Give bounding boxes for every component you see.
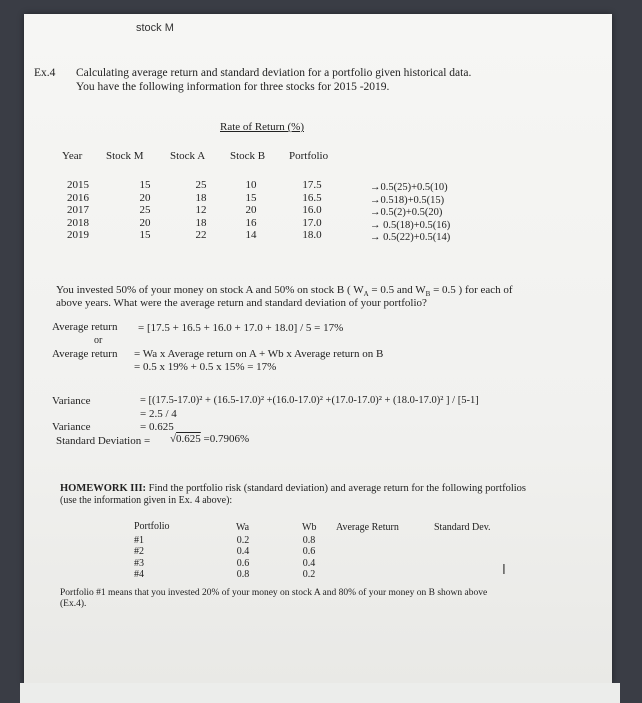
std-dev-radicand: 0.625 <box>176 433 201 445</box>
table-cell: #2 <box>134 546 144 558</box>
question-line-2: above years. What were the average return and standard deviation of your portfolio? <box>56 297 427 309</box>
table-cell: 15 <box>245 191 257 204</box>
hw-header-standard-dev: Standard Dev. <box>434 522 491 533</box>
handwritten-note: →0.518)+0.5(15) <box>370 194 445 206</box>
table-cell: 16 <box>245 216 257 229</box>
table-cell: 2019 <box>67 229 89 242</box>
average-return-label: Average return <box>52 321 118 333</box>
table-cell: 10 <box>245 179 257 191</box>
table-cell: 0.2 <box>302 569 316 581</box>
variance-result: = 0.625 <box>140 421 174 433</box>
table-cell: 0.4 <box>236 546 250 558</box>
variance-label-2: Variance <box>52 421 91 433</box>
handwritten-note: → 0.5(18)+0.5(16) <box>370 219 451 231</box>
table-cell: 15 <box>139 179 151 191</box>
table-cell: 18.0 <box>302 229 322 242</box>
table-cell: 25 <box>139 204 151 217</box>
table-cell: 16.5 <box>302 191 322 204</box>
average-return-formula-2: = Wa x Average return on A + Wb x Average return on B <box>134 348 384 360</box>
hw-header-wa: Wa <box>236 522 250 533</box>
homework-title: HOMEWORK III: Find the portfolio risk (standard deviation) and average return for the following portfolios <box>60 483 526 494</box>
table-cell: 0.6 <box>302 546 316 558</box>
table-cell: 0.6 <box>236 557 250 569</box>
std-dev-result: =0.7906% <box>203 433 250 445</box>
table-cell: 18 <box>195 191 207 204</box>
stock-m-column <box>132 179 158 242</box>
header-stock-b: Stock B <box>230 150 266 162</box>
table-cell: 2017 <box>67 204 89 217</box>
hw-header-average-return: Average Return <box>336 522 399 533</box>
table-cell: 12 <box>195 204 207 217</box>
hw-wb-column <box>298 535 320 581</box>
table-cell: 20 <box>139 216 151 229</box>
sqrt-icon: √ <box>170 433 177 445</box>
table-cell: 18 <box>195 216 207 229</box>
stock-a-column <box>188 179 214 242</box>
handwritten-note: → 0.5(22)+0.5(14) <box>370 232 451 244</box>
top-label: stock M <box>136 22 174 34</box>
table-cell: 2015 <box>67 179 89 191</box>
rate-of-return-caption: Rate of Return (%) <box>220 121 304 133</box>
year-column <box>60 179 96 242</box>
table-cell: 14 <box>245 229 257 242</box>
next-page-edge <box>20 683 620 703</box>
homework-footnote-2: (Ex.4). <box>60 599 87 609</box>
portfolio-column <box>296 179 328 242</box>
homework-footnote-1: Portfolio #1 means that you invested 20% of your money on stock A and 80% of your money on B shown above <box>60 588 488 598</box>
average-return-label-2: Average return <box>52 348 118 360</box>
variance-label: Variance <box>52 395 91 407</box>
table-cell: 20 <box>139 191 151 204</box>
hw-header-portfolio: Portfolio <box>134 521 170 532</box>
table-cell: 2016 <box>67 191 89 204</box>
handwritten-notes <box>370 182 450 245</box>
table-cell: 15 <box>139 229 151 242</box>
stock-b-column <box>238 179 264 242</box>
hw-portfolio-column <box>134 535 152 581</box>
table-cell: #4 <box>134 569 144 581</box>
exercise-subtitle: You have the following information for three stocks for 2015 -2019. <box>76 81 390 93</box>
header-stock-m: Stock M <box>106 150 144 162</box>
table-cell: 22 <box>195 229 207 242</box>
average-return-formula: = [17.5 + 16.5 + 16.0 + 17.0 + 18.0] / 5 = 17% <box>138 322 344 334</box>
table-cell: 0.8 <box>236 569 250 581</box>
hw-header-wb: Wb <box>302 522 317 533</box>
table-cell: 0.2 <box>236 535 250 546</box>
table-cell: 0.8 <box>302 535 316 546</box>
header-stock-a: Stock A <box>170 150 206 162</box>
homework-subtitle: (use the information given in Ex. 4 above): <box>60 495 233 506</box>
variance-step-2: = 2.5 / 4 <box>140 408 177 420</box>
or-label: or <box>94 335 103 346</box>
table-cell: 20 <box>245 204 257 217</box>
table-cell: 25 <box>195 179 207 191</box>
table-cell: 17.5 <box>302 179 322 191</box>
header-year: Year <box>62 150 83 162</box>
exercise-title: Calculating average return and standard deviation for a portfolio given historical data. <box>76 67 472 79</box>
document-page <box>24 14 612 684</box>
table-cell: 17.0 <box>302 216 322 229</box>
text-cursor-icon: I <box>502 563 506 578</box>
table-cell: #1 <box>134 535 144 546</box>
header-portfolio: Portfolio <box>289 150 329 162</box>
std-dev-label: Standard Deviation = <box>56 435 151 447</box>
table-cell: 0.4 <box>302 557 316 569</box>
handwritten-note: →0.5(25)+0.5(10) <box>370 182 448 193</box>
exercise-number: Ex.4 <box>34 67 56 79</box>
variance-formula: = [(17.5-17.0)² + (16.5-17.0)² +(16.0-17.0)² +(17.0-17.0)² + (18.0-17.0)² ] / [5-1] <box>140 395 479 406</box>
question-line-1: You invested 50% of your money on stock A and 50% on stock B ( $W_A = 0.5$ and $W_B = 0.5$ ) for each of <box>56 284 513 299</box>
hw-wa-column <box>232 535 254 581</box>
average-return-formula-3: = 0.5 x 19% + 0.5 x 15% = 17% <box>134 361 277 373</box>
table-cell: #3 <box>134 557 144 569</box>
table-cell: 16.0 <box>302 204 322 217</box>
std-dev-formula <box>170 433 249 445</box>
handwritten-note: →0.5(2)+0.5(20) <box>370 207 443 219</box>
table-cell: 2018 <box>67 216 89 229</box>
